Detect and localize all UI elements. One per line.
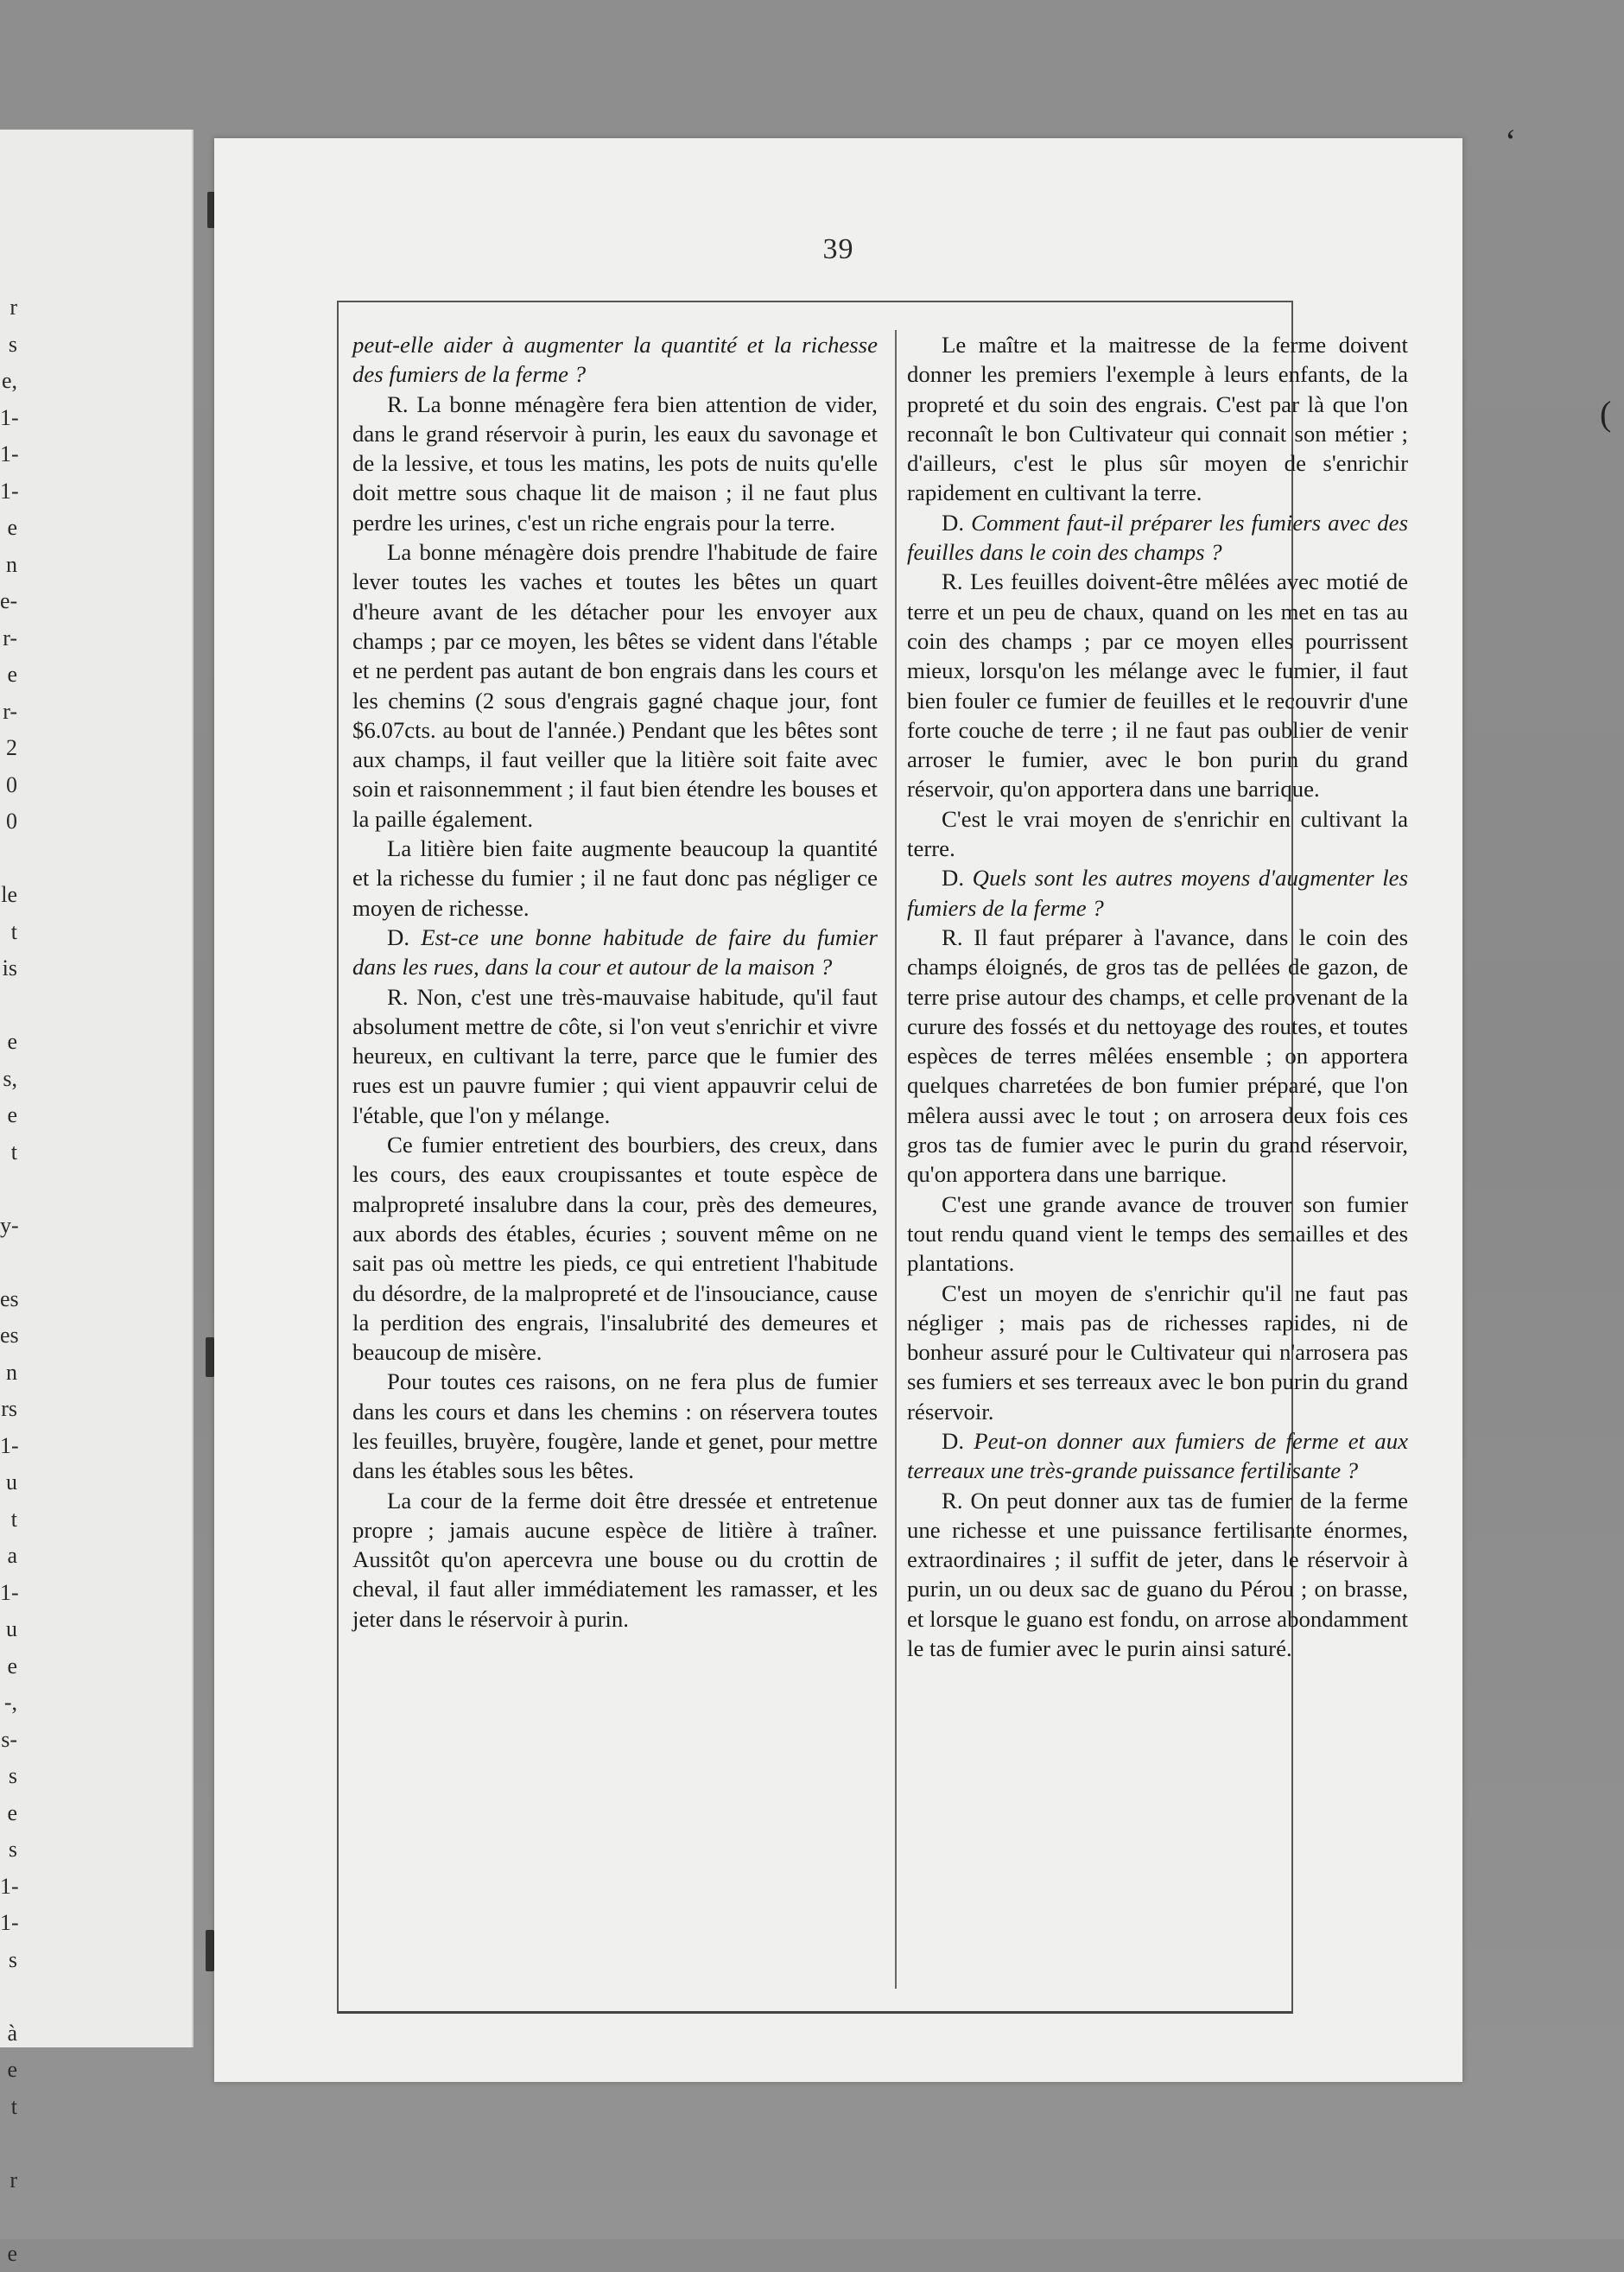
- left-page-fragment: 1-: [0, 1905, 17, 1942]
- question-text: Comment faut-il préparer les fumiers avec des feuilles dans le coin des champs ?: [907, 510, 1408, 565]
- margin-mark: ‘: [1505, 121, 1516, 162]
- left-page-fragment: y-: [0, 1208, 17, 1245]
- body-paragraph: R. On peut donner aux tas de fumier de la ferme une richesse et une puissance fertilisante énormes, extraordinaires ; il suffit de jeter, dans le réservoir à purin, un ou deux sac de guano du Pérou ; on brasse, et lorsque le guano est fondu, on arrose abondamment le tas de fumier avec le purin ainsi saturé.: [907, 1486, 1408, 1664]
- question-text: Est-ce une bonne habitude de faire du fumier dans les rues, dans la cour et autour de la maison ?: [352, 924, 878, 980]
- left-page-fragment: r: [0, 2162, 17, 2199]
- left-page-fragment: s: [0, 1831, 17, 1869]
- left-page-fragment: e: [0, 1795, 17, 1832]
- left-page-fragment: n: [0, 547, 17, 584]
- left-page-fragment: t: [0, 2089, 17, 2126]
- left-page-fragment: t: [0, 1134, 17, 1171]
- left-page-fragment: [0, 841, 17, 878]
- left-page-fragment: e-: [0, 583, 17, 620]
- left-page-fragment: [0, 2125, 17, 2162]
- question-label: D.: [387, 924, 409, 950]
- left-page-fragment: e: [0, 1648, 17, 1685]
- question-paragraph: [907, 508, 1408, 568]
- body-paragraph: La litière bien faite augmente beaucoup la quantité et la richesse du fumier ; il ne faut donc pas négliger ce moyen de richesse.: [352, 834, 878, 923]
- left-page-fragment: s: [0, 1758, 17, 1795]
- binding-stitch: [206, 1337, 214, 1377]
- left-page-fragment: u: [0, 1611, 17, 1648]
- body-paragraph: Ce fumier entretient des bourbiers, des creux, dans les cours, des eaux croupissantes et toute espèce de malpropreté insalubre dans la cour, près des demeures, aux abords des étables, écuries ; souvent même on ne sait pas où mettre les pieds, ce qui entretient l'habitude du désordre, de la malpropreté et de l'insouciance, cause la perdition des engrais, l'insalubrité des demeures et beaucoup de misère.: [352, 1130, 878, 1367]
- body-paragraph: Pour toutes ces raisons, on ne fera plus de fumier dans les cours et dans les chemins : on réservera toutes les feuilles, bruyère, fougère, lande et genet, pour mettre dans les étables sous les bêtes.: [352, 1367, 878, 1485]
- left-page-fragment: t: [0, 914, 17, 951]
- binding-stitch: [206, 1930, 214, 1971]
- question-continuation: [352, 330, 878, 390]
- body-paragraph: R. Non, c'est une très-mauvaise habitude, qu'il faut absolument mettre de côte, si l'on veut s'enrichir et vivre heureux, en cultivant la terre, parce que le fumier des rues est un pauvre fumier ; qui vient appauvrir celui de l'étable, que l'on y mélange.: [352, 982, 878, 1130]
- body-paragraph: R. Les feuilles doivent-être mêlées avec motié de terre et un peu de chaux, quand on les met en tas au coin des champs ; par ce moyen elles pourrissent mieux, lorsqu'on les mélange avec le fumier, il faut bien fouler ce fumier de feuilles et le recouvrir d'une forte couche de terre ; il ne faut pas oublier de venir arroser le fumier, avec le bon purin du grand réservoir, qu'on apportera dans une barrique.: [907, 567, 1408, 803]
- left-page-fragment: 1-: [0, 1575, 17, 1612]
- left-page-fragment: [0, 1171, 17, 1208]
- body-paragraph: Le maître et la maitresse de la ferme doivent donner les premiers l'exemple à leurs enfants, de la propreté et du soin des engrais. C'est par là que l'on reconnaît le bon Cultivateur qui connait son métier ; d'ailleurs, c'est le plus sûr moyen de s'enrichir rapidement en cultivant la terre.: [907, 330, 1408, 508]
- left-page-edge: [0, 130, 193, 2047]
- question-label: D.: [942, 510, 964, 536]
- left-page-fragment: s-: [0, 1722, 17, 1759]
- left-text-column: [352, 330, 878, 1634]
- left-page-fragment: s,: [0, 1061, 17, 1098]
- left-page-fragment: s: [0, 327, 17, 364]
- left-page-fragment: le: [0, 877, 17, 914]
- left-page-fragment: e,: [0, 363, 17, 400]
- book-page: [214, 138, 1462, 2082]
- question-paragraph: [352, 923, 878, 982]
- body-paragraph: La bonne ménagère dois prendre l'habitude de faire lever toutes les vaches et toutes les bêtes un quart d'heure avant de les détacher pour les envoyer aux champs ; par ce moyen, les bêtes se vident dans l'étable et ne perdent pas autant de bon engrais dans les cours et les chemins (2 sous d'engrais gagné chaque jour, font $6.07cts. au bout de l'année.) Pendant que les bêtes sont aux champs, il faut veiller que la litière soit faite avec soin et raisonnemment ; il faut bien étendre les bouses et la paille également.: [352, 537, 878, 834]
- margin-mark: (: [1600, 393, 1611, 434]
- left-page-fragment: 0: [0, 767, 17, 804]
- question-text: peut-elle aider à augmenter la quantité et la richesse des fumiers de la ferme ?: [352, 332, 878, 387]
- body-paragraph: R. Il faut préparer à l'avance, dans le coin des champs éloignés, de gros tas de pellées de gazon, de terre prise autour des champs, et celle provenant de la curure des fossés et du nettoyage des routes, et toutes espèces de terres mêlées ensemble ; on apportera quelques charretées de bon fumier préparé, que l'on mêlera aussi avec le tout ; on arrosera deux fois ces gros tas de fumier avec le purin du grand réservoir, qu'on apportera dans une barrique.: [907, 923, 1408, 1190]
- left-page-fragment: e: [0, 2052, 17, 2089]
- left-page-fragment: [0, 2199, 17, 2236]
- body-paragraph: La cour de la ferme doit être dressée et entretenue propre ; jamais aucune espèce de litière à traîner. Aussitôt qu'on apercevra une bouse ou du crottin de cheval, il faut aller immédiatement les ramasser, et les jeter dans le réservoir à purin.: [352, 1486, 878, 1634]
- left-page-fragment: e: [0, 2236, 17, 2272]
- left-page-fragment: is: [0, 950, 17, 987]
- left-page-fragment: es: [0, 1281, 17, 1318]
- left-page-fragment: 1-: [0, 473, 17, 511]
- left-page-fragment: rs: [0, 1391, 17, 1428]
- left-page-fragment: e: [0, 657, 17, 694]
- left-page-fragment: [0, 1244, 17, 1281]
- body-paragraph: C'est une grande avance de trouver son fumier tout rendu quand vient le temps des semailles et des plantations.: [907, 1190, 1408, 1279]
- left-page-fragment: es: [0, 1317, 17, 1355]
- left-page-fragment: a: [0, 1538, 17, 1575]
- body-paragraph: C'est un moyen de s'enrichir qu'il ne faut pas négliger ; mais pas de richesses rapides, ni de bonheur assuré pour le Cultivateur qui n'arrosera pas ses fumiers et ses terreaux avec le bon purin du grand réservoir.: [907, 1279, 1408, 1426]
- left-page-fragment: [0, 1978, 17, 2015]
- question-text: Quels sont les autres moyens d'augmenter les fumiers de la ferme ?: [907, 865, 1408, 920]
- question-paragraph: [907, 1426, 1408, 1486]
- left-page-fragment: 1-: [0, 400, 17, 437]
- left-page-fragment: 1-: [0, 436, 17, 473]
- left-page-fragment: 1-: [0, 1428, 17, 1465]
- question-text: Peut-on donner aux fumiers de ferme et aux terreaux une très-grande puissance fertilisante ?: [907, 1428, 1408, 1483]
- left-page-fragment: 1-: [0, 1869, 17, 1906]
- page-number: 39: [214, 233, 1462, 266]
- left-page-fragment: r-: [0, 620, 17, 657]
- left-page-fragment: e: [0, 1097, 17, 1134]
- left-page-fragment: e: [0, 1024, 17, 1061]
- left-page-fragment: r: [0, 289, 17, 327]
- left-page-fragment: [0, 987, 17, 1025]
- column-divider: [895, 330, 897, 1989]
- left-page-fragment: -,: [0, 1685, 17, 1722]
- left-page-fragment: n: [0, 1355, 17, 1392]
- body-paragraph: C'est le vrai moyen de s'enrichir en cultivant la terre.: [907, 804, 1408, 864]
- left-page-fragment: 0: [0, 803, 17, 841]
- right-text-column: [907, 330, 1408, 1663]
- left-page-fragment: 2: [0, 730, 17, 767]
- question-label: D.: [942, 865, 964, 891]
- question-label: D.: [942, 1428, 964, 1454]
- left-page-fragment: u: [0, 1464, 17, 1501]
- left-page-fragment: e: [0, 510, 17, 547]
- question-paragraph: [907, 863, 1408, 923]
- body-paragraph: R. La bonne ménagère fera bien attention de vider, dans le grand réservoir à purin, les eaux du savonage et de la lessive, et tous les matins, les pots de nuits qu'elle doit mettre sous chaque lit de maison ; il ne faut plus perdre les urines, c'est un riche engrais pour la terre.: [352, 390, 878, 537]
- left-page-text-fragments: [0, 289, 17, 2272]
- left-page-fragment: à: [0, 2015, 17, 2053]
- left-page-fragment: r-: [0, 694, 17, 731]
- left-page-fragment: t: [0, 1501, 17, 1539]
- left-page-fragment: s: [0, 1942, 17, 1979]
